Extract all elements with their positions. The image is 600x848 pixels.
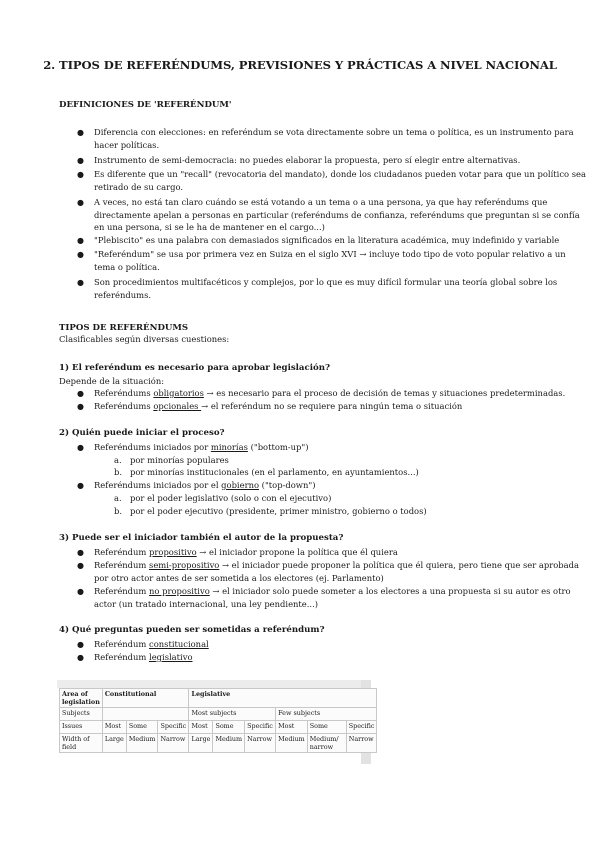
q2-minorias-b: por minorías institucionales (en el parlamento, en ayuntamientos...)	[130, 467, 419, 477]
definicion-line: Es diferente que un "recall" (revocatoria del mandato), donde los ciudadanos pueden votar para que un político sea	[94, 169, 586, 179]
definicion-line: retirado de su cargo.	[94, 181, 184, 192]
q3-propositivo: Referéndum propositivo → el iniciador propone la política que él quiera	[94, 547, 398, 557]
definicion-line: "Plebiscito" es una palabra con demasiados significados en la literatura académica, muy indefinido y variable	[94, 235, 560, 245]
table-cell: Most	[102, 721, 126, 734]
q3-semi-propositivo: Referéndum semi-propositivo → el iniciador puede proponer la política que él quiera, pero tiene que ser aprobada	[94, 560, 579, 570]
legislation-table	[59, 688, 377, 753]
table-cell: Subjects	[60, 708, 103, 721]
q1-obligatorios: Referéndums obligatorios → es necesario para el proceso de decisión de temas y situaciones predeterminadas.	[94, 388, 566, 398]
tipos-intro: Clasificables según diversas cuestiones:	[59, 334, 230, 344]
tipos-heading: TIPOS DE REFERÉNDUMS	[59, 323, 189, 333]
table-cell: Narrow	[158, 734, 189, 753]
table-cell: Medium/ narrow	[307, 734, 346, 753]
bullet-dot: ●	[77, 389, 84, 398]
q4-heading: 4) Qué preguntas pueden ser sometidas a referéndum?	[59, 625, 325, 635]
table-cell: Few subjects	[276, 708, 377, 721]
bullet-dot: ●	[77, 402, 84, 411]
table-row	[60, 689, 377, 708]
definicion-line: Diferencia con elecciones: en referéndum se vota directamente sobre un tema o política, es un instrumento para	[94, 127, 574, 137]
table-cell: Area of legislation	[60, 689, 103, 708]
table-cell: Width of field	[60, 734, 103, 753]
q1-opcionales: Referéndums opcionales → el referéndum no se requiere para ningún tema o situación	[94, 401, 463, 411]
bullet-dot: ●	[77, 236, 84, 245]
q2-gobierno-b: por el poder ejecutivo (presidente, primer ministro, gobierno o todos)	[130, 506, 427, 516]
table-row	[60, 708, 377, 721]
q2-minorias-a: por minorías populares	[130, 455, 229, 465]
definicion-line: en una persona, si se le ha de mantener en el cargo...)	[94, 222, 325, 233]
table-cell: Some	[213, 721, 245, 734]
q2-label-a: a.	[114, 455, 122, 465]
table-cell: Some	[307, 721, 346, 734]
table-cell: Issues	[60, 721, 103, 734]
table-cell: Medium	[276, 734, 308, 753]
q2-minorias: Referéndums iniciados por minorías ("bottom-up")	[94, 442, 309, 452]
bullet-dot: ●	[77, 640, 84, 649]
definicion-line: A veces, no está tan claro cuándo se está votando a un tema o a una persona, ya que hay referéndums que	[94, 197, 548, 207]
q2-label-a: a.	[114, 493, 122, 503]
table-cell: Constitutional	[102, 689, 189, 708]
q3-no-propositivo: Referéndum no propositivo → el iniciador solo puede someter a los electores a una propuesta si su autor es otro	[94, 586, 571, 596]
q1-intro: Depende de la situación:	[59, 376, 165, 386]
table-shadow-top	[57, 680, 371, 688]
definicion-line: tema o política.	[94, 261, 160, 272]
bullet-dot: ●	[77, 128, 84, 137]
q3-semi-propositivo-cont: por otro actor antes de ser sometida a los electores (ej. Parlamento)	[94, 573, 384, 583]
q1-heading: 1) El referéndum es necesario para aprobar legislación?	[59, 363, 331, 373]
bullet-dot: ●	[77, 156, 84, 165]
table-cell: Narrow	[346, 734, 377, 753]
definiciones-heading: DEFINICIONES DE 'REFERÉNDUM'	[59, 100, 232, 110]
q4-constitucional: Referéndum constitucional	[94, 639, 209, 649]
table-row	[60, 734, 377, 753]
table-cell	[102, 708, 189, 721]
q2-label-b: b.	[114, 467, 123, 477]
table-cell: Legislative	[189, 689, 377, 708]
q3-heading: 3) Puede ser el iniciador también el autor de la propuesta?	[59, 533, 344, 543]
q2-heading: 2) Quién puede iniciar el proceso?	[59, 428, 225, 438]
definicion-line: referéndums.	[94, 289, 152, 300]
bullet-dot: ●	[77, 561, 84, 570]
page-title: 2. TIPOS DE REFERÉNDUMS, PREVISIONES Y PRÁCTICAS A NIVEL NACIONAL	[43, 58, 557, 72]
bullet-dot: ●	[77, 587, 84, 596]
table-cell: Specific	[158, 721, 189, 734]
q2-gobierno: Referéndums iniciados por el gobierno ("top-down")	[94, 480, 316, 490]
q2-label-b: b.	[114, 506, 123, 516]
bullet-dot: ●	[77, 198, 84, 207]
table-cell: Large	[102, 734, 126, 753]
definicion-line: hacer políticas.	[94, 139, 160, 150]
table-cell: Most	[189, 721, 213, 734]
table-cell: Specific	[245, 721, 276, 734]
table-cell: Medium	[126, 734, 158, 753]
definicion-line: Instrumento de semi-democracia: no puedes elaborar la propuesta, pero sí elegir entre alternativas.	[94, 155, 521, 165]
table-cell: Narrow	[245, 734, 276, 753]
bullet-dot: ●	[77, 548, 84, 557]
bullet-dot: ●	[77, 278, 84, 287]
q4-legislativo: Referéndum legislativo	[94, 652, 193, 662]
table-row	[60, 721, 377, 734]
q3-no-propositivo-cont: actor (un tratado internacional, una ley pendiente...)	[94, 599, 318, 609]
q2-gobierno-a: por el poder legislativo (solo o con el ejecutivo)	[130, 493, 332, 503]
bullet-dot: ●	[77, 481, 84, 490]
bullet-dot: ●	[77, 170, 84, 179]
table-cell: Most subjects	[189, 708, 276, 721]
bullet-dot: ●	[77, 653, 84, 662]
definicion-line: "Referéndum" se usa por primera vez en Suiza en el siglo XVI → incluye todo tipo de voto popular relativo a un	[94, 249, 566, 259]
bullet-dot: ●	[77, 443, 84, 452]
table-cell: Some	[126, 721, 158, 734]
table-cell: Medium	[213, 734, 245, 753]
table-cell: Large	[189, 734, 213, 753]
definicion-line: Son procedimientos multifacéticos y complejos, por lo que es muy difícil formular una teoría global sobre los	[94, 277, 558, 287]
table-cell: Specific	[346, 721, 377, 734]
bullet-dot: ●	[77, 250, 84, 259]
table-cell: Most	[276, 721, 308, 734]
definicion-line: directamente apelan a personas en particular (referéndums de confianza, referéndums que preguntan si se confía	[94, 209, 580, 220]
